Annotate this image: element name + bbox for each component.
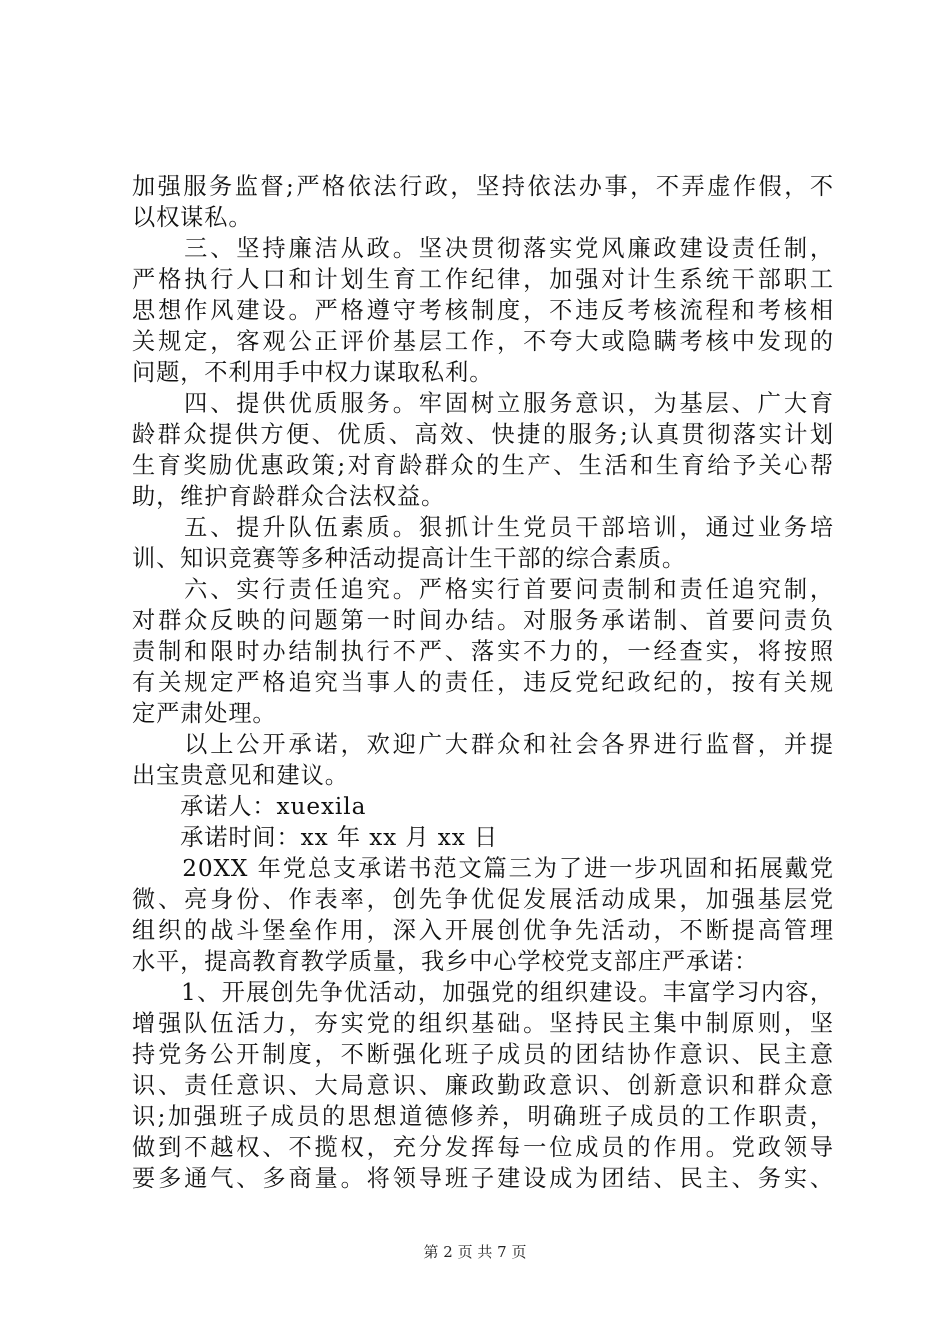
text-line: 关规定，客观公正评价基层工作，不夸大或隐瞒考核中发现的 xyxy=(132,328,834,355)
text-line: 训、知识竞赛等多种活动提高计生干部的综合素质。 xyxy=(132,545,687,572)
text-line: 生育奖励优惠政策;对育龄群众的生产、生活和生育给予关心帮 xyxy=(132,452,834,479)
text-line: 有关规定严格追究当事人的责任，违反党纪政纪的，按有关规 xyxy=(132,669,834,696)
text-line: 对群众反映的问题第一时间办结。对服务承诺制、首要问责负 xyxy=(132,607,834,634)
text-line: 四、提供优质服务。牢固树立服务意识，为基层、广大育 xyxy=(132,390,834,417)
text-line: 三、坚持廉洁从政。坚决贯彻落实党风廉政建设责任制， xyxy=(132,235,834,262)
text-line: 责制和限时办结制执行不严、落实不力的，一经查实，将按照 xyxy=(132,638,834,665)
text-line: 定严肃处理。 xyxy=(132,700,277,727)
text-line: 以上公开承诺，欢迎广大群众和社会各界进行监督，并提 xyxy=(132,731,834,758)
text-line: 持党务公开制度，不断强化班子成员的团结协作意识、民主意 xyxy=(132,1041,834,1068)
text-line: 承诺时间：xx 年 xx 月 xx 日 xyxy=(132,824,499,851)
text-line: 20XX 年党总支承诺书范文篇三为了进一步巩固和拓展戴党 xyxy=(132,855,834,882)
text-line: 做到不越权、不揽权，充分发挥每一位成员的作用。党政领导 xyxy=(132,1134,834,1161)
document-body xyxy=(132,171,834,1194)
text-line: 1、开展创先争优活动，加强党的组织建设。丰富学习内容， xyxy=(132,979,834,1006)
text-line: 承诺人：xuexila xyxy=(132,793,367,820)
text-line: 严格执行人口和计划生育工作纪律，加强对计生系统干部职工 xyxy=(132,266,834,293)
text-line: 六、实行责任追究。严格实行首要问责制和责任追究制， xyxy=(132,576,834,603)
text-line: 出宝贵意见和建议。 xyxy=(132,762,349,789)
text-line: 思想作风建设。严格遵守考核制度，不违反考核流程和考核相 xyxy=(132,297,834,324)
text-line: 要多通气、多商量。将领导班子建设成为团结、民主、务实、 xyxy=(132,1165,834,1192)
text-line: 龄群众提供方便、优质、高效、快捷的服务;认真贯彻落实计划 xyxy=(132,421,834,448)
text-line: 助，维护育龄群众合法权益。 xyxy=(132,483,446,510)
text-line: 识;加强班子成员的思想道德修养，明确班子成员的工作职责， xyxy=(132,1103,834,1130)
text-line: 识、责任意识、大局意识、廉政勤政意识、创新意识和群众意 xyxy=(132,1072,834,1099)
text-line: 微、亮身份、作表率，创先争优促发展活动成果，加强基层党 xyxy=(132,886,834,913)
text-line: 五、提升队伍素质。狠抓计生党员干部培训，通过业务培 xyxy=(132,514,834,541)
text-line: 问题，不利用手中权力谋取私利。 xyxy=(132,359,494,386)
text-line: 水平，提高教育教学质量，我乡中心学校党支部庄严承诺： xyxy=(132,948,759,975)
text-line: 以权谋私。 xyxy=(132,204,253,231)
text-line: 加强服务监督;严格依法行政，坚持依法办事，不弄虚作假，不 xyxy=(132,173,834,200)
page-footer: 第 2 页 共 7 页 xyxy=(423,1243,527,1261)
text-line: 组织的战斗堡垒作用，深入开展创优争先活动，不断提高管理 xyxy=(132,917,834,944)
text-line: 增强队伍活力，夯实党的组织基础。坚持民主集中制原则，坚 xyxy=(132,1010,834,1037)
